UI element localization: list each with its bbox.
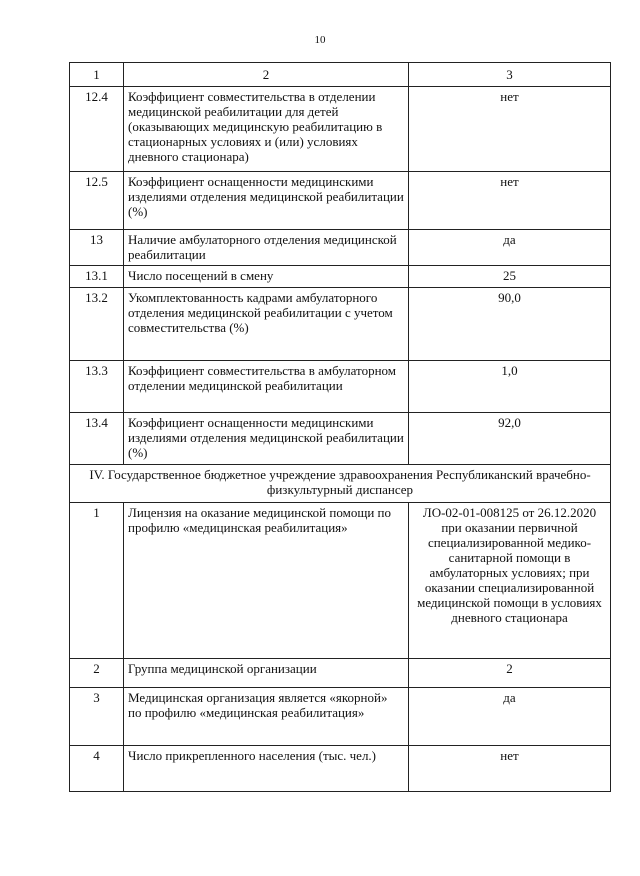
row-value: да <box>409 230 611 266</box>
table-row <box>70 172 611 230</box>
row-value: нет <box>409 746 611 792</box>
table-row <box>70 230 611 266</box>
row-label: Число прикрепленного населения (тыс. чел.) <box>124 746 409 792</box>
table-row <box>70 503 611 659</box>
row-label: Лицензия на оказание медицинской помощи по профилю «медицинская реабилитация» <box>124 503 409 659</box>
row-value: 92,0 <box>409 413 611 465</box>
row-value: ЛО-02-01-008125 от 26.12.2020 при оказании первичной специализированной медико-санитарной помощи в амбулаторных условиях; при оказании специализированной медицинской помощи в условиях дневного стационара <box>409 503 611 659</box>
row-value: нет <box>409 87 611 172</box>
row-number: 13.1 <box>70 266 124 288</box>
table-row <box>70 361 611 413</box>
row-number: 3 <box>70 688 124 746</box>
row-number: 13 <box>70 230 124 266</box>
section-row <box>70 465 611 503</box>
row-label: Наличие амбулаторного отделения медицинской реабилитации <box>124 230 409 266</box>
row-number: 2 <box>70 659 124 688</box>
row-label: Медицинская организация является «якорной» по профилю «медицинская реабилитация» <box>124 688 409 746</box>
table-row <box>70 288 611 361</box>
row-number: 4 <box>70 746 124 792</box>
row-number: 12.4 <box>70 87 124 172</box>
row-label: Укомплектованность кадрами амбулаторного отделения медицинской реабилитации с учетом совместительства (%) <box>124 288 409 361</box>
row-number: 13.3 <box>70 361 124 413</box>
page-number: 10 <box>314 34 326 46</box>
row-value: 90,0 <box>409 288 611 361</box>
table-row <box>70 266 611 288</box>
row-value: 25 <box>409 266 611 288</box>
table-row <box>70 413 611 465</box>
table-row <box>70 688 611 746</box>
row-value: да <box>409 688 611 746</box>
document-table <box>69 62 611 792</box>
table-row <box>70 87 611 172</box>
section-title: IV. Государственное бюджетное учреждение здравоохранения Республиканский врачебно-физкультурный диспансер <box>70 465 611 503</box>
row-label: Коэффициент оснащенности медицинскими изделиями отделения медицинской реабилитации (%) <box>124 172 409 230</box>
row-number: 1 <box>70 503 124 659</box>
table-row <box>70 659 611 688</box>
row-label: Группа медицинской организации <box>124 659 409 688</box>
row-label: Коэффициент совместительства в отделении медицинской реабилитации для детей (оказывающих медицинскую реабилитацию в стационарных условиях и (или) условиях дневного стационара) <box>124 87 409 172</box>
table-row <box>70 746 611 792</box>
table-header-row <box>70 63 611 87</box>
row-number: 13.4 <box>70 413 124 465</box>
row-number: 13.2 <box>70 288 124 361</box>
row-value: 1,0 <box>409 361 611 413</box>
row-label: Коэффициент совместительства в амбулаторном отделении медицинской реабилитации <box>124 361 409 413</box>
row-label: Число посещений в смену <box>124 266 409 288</box>
row-label: Коэффициент оснащенности медицинскими изделиями отделения медицинской реабилитации (%) <box>124 413 409 465</box>
row-value: нет <box>409 172 611 230</box>
row-number: 12.5 <box>70 172 124 230</box>
column-header-3: 3 <box>409 63 611 87</box>
column-header-2: 2 <box>124 63 409 87</box>
column-header-1: 1 <box>70 63 124 87</box>
row-value: 2 <box>409 659 611 688</box>
